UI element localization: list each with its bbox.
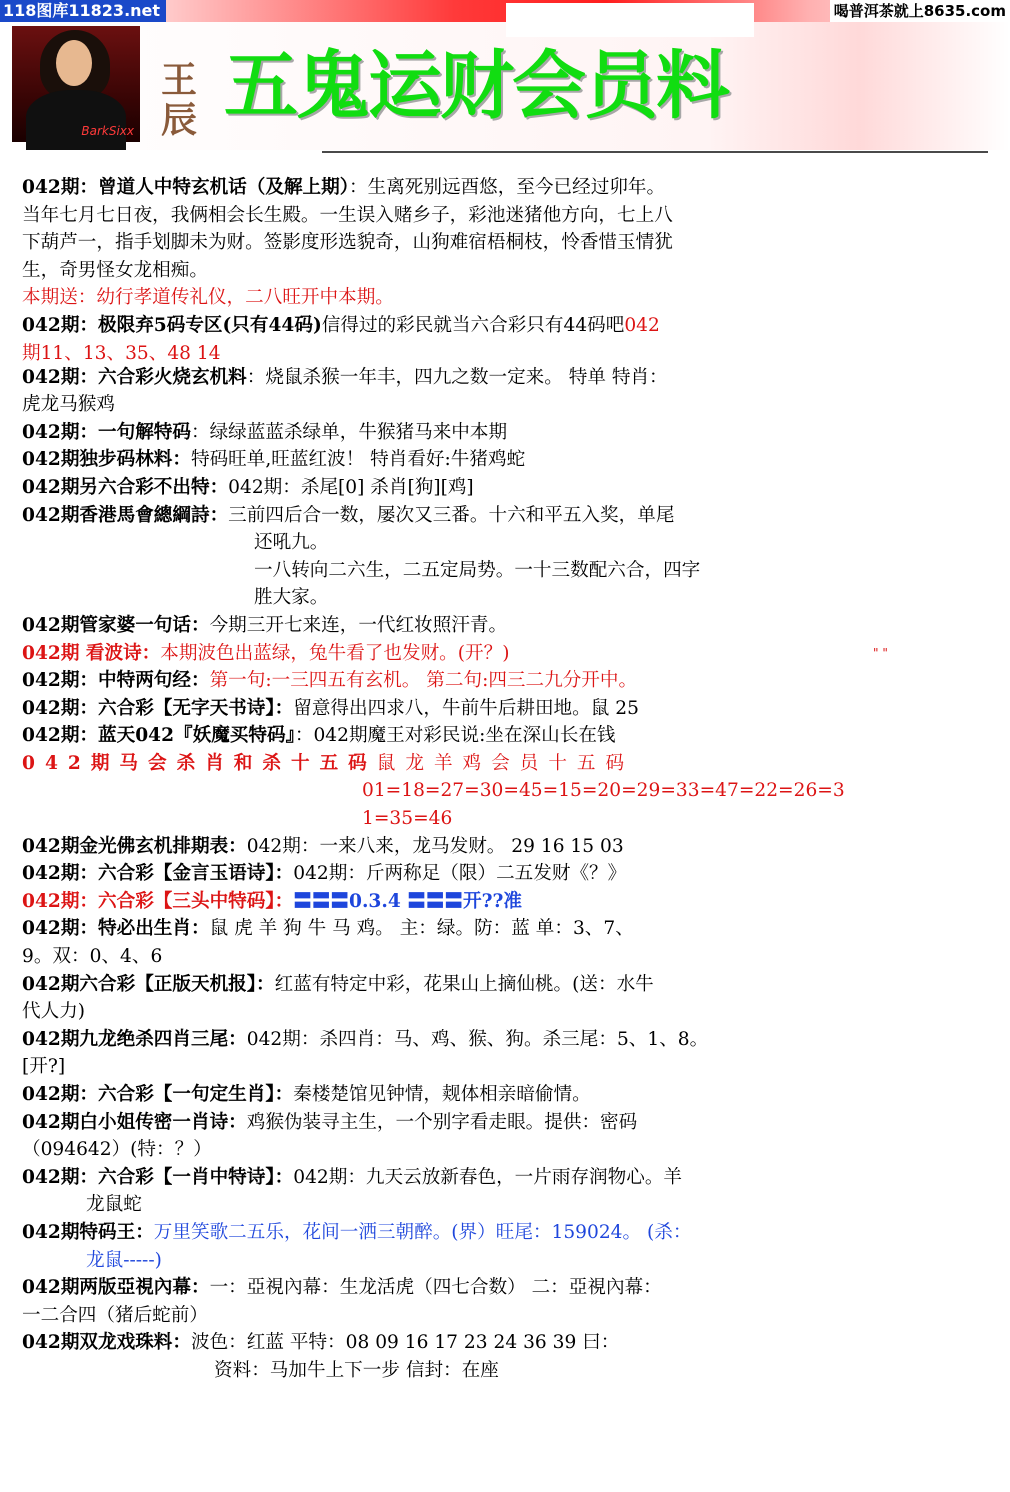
- line-text: 龙鼠-----): [86, 1249, 162, 1271]
- text-line: [22, 667, 762, 695]
- portrait-body: [26, 90, 126, 150]
- site-label-left[interactable]: 118图库11823.net: [0, 0, 166, 22]
- line-text: 信得过的彩民就当六合彩只有44码吧: [321, 314, 625, 336]
- line-heading: 042期六合彩【正版天机报】：: [22, 973, 275, 995]
- line-text: 红蓝有特定中彩，花果山上摘仙桃。(送：水牛: [274, 973, 654, 995]
- text-line: [22, 943, 762, 971]
- text-line: [22, 971, 762, 999]
- line-text: 期11、13、35、48 14: [22, 342, 221, 364]
- page-title: 五鬼运财会员料: [224, 43, 728, 129]
- line-heading: 042期双龙戏珠料：: [22, 1332, 191, 1354]
- text-line: [22, 474, 762, 502]
- line-text: 三前四后合一数，屡次又三番。十六和平五入奖，单尾: [228, 504, 675, 526]
- text-line: [22, 312, 762, 340]
- text-line: [22, 529, 762, 557]
- line-text: 当年七月七日夜，我俩相会长生殿。一生误入赌乡子，彩池迷猪他方向，七上八: [22, 204, 673, 226]
- line-heading: 042期：六合彩【无字天书诗】：: [22, 697, 294, 719]
- line-text: 虎龙马猴鸡: [22, 394, 115, 416]
- line-text: ：绿绿蓝蓝杀绿单，牛猴猪马来中本期: [190, 421, 508, 443]
- line-text: 042期：杀四肖：马、鸡、猴、狗。杀三尾：5、1、8。: [246, 1028, 709, 1050]
- line-text: 留意得出四求八，牛前牛后耕田地。鼠 25: [293, 697, 639, 719]
- line-text: 胜大家。: [254, 587, 329, 609]
- text-line: [22, 202, 762, 230]
- line-text: ：烧鼠杀猴一年丰，四九之数一定来。 特单 特肖：: [246, 366, 668, 388]
- line-heading: 042期：六合彩【金言玉语诗】：: [22, 863, 294, 885]
- line-heading: 042期马会杀肖和杀十五码: [22, 752, 377, 774]
- banner-white-block: [506, 3, 754, 37]
- line-text: 01=18=27=30=45=15=20=29=33=47=22=26=3: [362, 780, 845, 802]
- text-line: [22, 640, 762, 668]
- text-line: [22, 722, 762, 750]
- line-heading: 042期白小姐传密一肖诗：: [22, 1111, 247, 1133]
- line-text: 波色：红蓝 平特：08 09 16 17 23 24 36 39 曰：: [190, 1332, 620, 1354]
- text-line: [22, 1191, 762, 1219]
- line-text: 今期三开七来连，一代红妆照汗青。: [209, 614, 508, 636]
- seal-glyphs: 王辰: [160, 59, 197, 141]
- text-line: [22, 284, 762, 312]
- text-line: [22, 833, 762, 861]
- line-text: 一：亞視內幕：生龙活虎（四七合数） 二：亞視內幕：: [209, 1277, 662, 1299]
- text-line: [22, 1274, 762, 1302]
- line-text: 鸡猴伪装寻主生，一个别字看走眼。提供：密码: [246, 1111, 638, 1133]
- line-heading: 042期香港馬會總綱詩：: [22, 504, 229, 526]
- line-heading: 042期：六合彩【一句定生肖】：: [22, 1084, 294, 1105]
- line-heading: 042期：中特两句经：: [22, 670, 210, 692]
- text-line: [22, 174, 762, 202]
- line-text: 资料：马加牛上下一步 信封：在座: [214, 1359, 499, 1381]
- line-text: 本期波色出蓝绿，兔牛看了也发财。(开？): [160, 642, 510, 664]
- site-label-right[interactable]: 喝普洱茶就上8635.com: [830, 0, 1010, 22]
- text-line: [22, 446, 762, 474]
- line-heading: 042期两版亞視內幕：: [22, 1277, 210, 1299]
- line-text: 042期：一来八来，龙马发财。 29 16 15 03: [246, 835, 624, 857]
- text-line-clipped: [22, 340, 762, 364]
- text-line: [22, 860, 762, 888]
- line-text: 代人力): [22, 1001, 86, 1023]
- text-line: [22, 1109, 762, 1137]
- portrait-signature: BarkSixx: [81, 124, 134, 138]
- text-line: [22, 1219, 762, 1247]
- text-line: [22, 419, 762, 447]
- text-line: [22, 1329, 762, 1357]
- line-heading: 042期：特必出生肖：: [22, 918, 210, 940]
- line-text: 万里笑歌二五乐，花间一洒三朝醉。(界）旺尾：159024。 (杀：: [153, 1221, 692, 1243]
- text-line: [22, 612, 762, 640]
- text-line: [22, 557, 762, 585]
- text-line: [22, 1053, 762, 1081]
- text-line: [22, 915, 762, 943]
- text-line: [22, 1164, 762, 1192]
- line-heading: 042期：六合彩火烧玄机料: [22, 366, 247, 388]
- text-line: [22, 364, 762, 392]
- line-text: 一八转向二六生，二五定局势。一十三数配六合，四字: [254, 559, 701, 581]
- line-text: 042期：斤两称足（限）二五发财《？》: [293, 863, 627, 885]
- line-text: 龙鼠蛇: [86, 1194, 142, 1216]
- text-line: [22, 1247, 762, 1275]
- line-text: 本期送：幼行孝道传礼仪，二八旺开中本期。: [22, 287, 394, 309]
- portrait-image: [12, 26, 140, 142]
- text-line: [22, 888, 762, 916]
- line-heading: 042期：蓝天042『妖魔买特码』: [22, 725, 295, 747]
- line-heading: 042期九龙绝杀四肖三尾：: [22, 1028, 247, 1050]
- content-body: [22, 174, 845, 1385]
- text-line: [22, 750, 762, 778]
- text-line: [22, 502, 762, 530]
- line-text: 9。双：0、4、6: [22, 946, 163, 968]
- line-heading: 042期 看波诗：: [22, 642, 161, 664]
- text-line: [22, 1357, 762, 1385]
- line-heading: 042期独步码林料：: [22, 449, 191, 471]
- line-text: （094642）(特：？）: [22, 1139, 212, 1161]
- portrait-face: [56, 40, 92, 86]
- line-heading: 042期另六合彩不出特：: [22, 476, 229, 498]
- text-line: [22, 695, 762, 723]
- text-line: [22, 1136, 762, 1164]
- line-text: 1=35=46: [362, 808, 453, 830]
- line-text: ：生离死别远酉悠，至今已经过卯年。: [349, 177, 666, 198]
- text-line: [22, 998, 762, 1026]
- line-heading: 042期管家婆一句话：: [22, 614, 210, 636]
- line-heading: 042期：极限弃5码专区(只有44码): [22, 314, 322, 336]
- line-text: 042期：杀尾[0] 杀肖[狗][鸡]: [228, 476, 474, 498]
- line-text: ：042期魔王对彩民说:坐在深山长在钱: [294, 725, 616, 747]
- line-text: 一二合四（猪后蛇前）: [22, 1304, 208, 1326]
- text-line: [22, 1081, 762, 1109]
- line-heading: 042期：曾道人中特玄机话（及解上期）: [22, 177, 350, 198]
- line-text: 042期：九天云放新春色，一片雨存润物心。羊: [293, 1166, 683, 1188]
- text-line: [22, 1302, 762, 1330]
- line-text: 〓〓〓0.3.4 〓〓〓开??准: [293, 890, 523, 912]
- line-heading: 042期：六合彩【三头中特码】：: [22, 890, 294, 912]
- text-line: [22, 229, 762, 257]
- line-heading: 042期：一句解特码: [22, 421, 191, 443]
- text-line: [22, 1026, 762, 1054]
- line-text: 下葫芦一，指手划脚未为财。签影度形选貌奇，山狗难宿梧桐枝，怜香惜玉情犹: [22, 232, 673, 254]
- text-line: [22, 584, 762, 612]
- line-text: 鼠龙羊鸡会员十五码: [376, 752, 635, 774]
- line-text: [开?]: [22, 1056, 66, 1078]
- side-marks: " ": [873, 646, 888, 660]
- text-line: [22, 391, 762, 419]
- line-text: 鼠 虎 羊 狗 牛 马 鸡。 主：绿。防：蓝 单：3、7、: [209, 918, 634, 940]
- line-heading: 042期：六合彩【一肖中特诗】：: [22, 1166, 294, 1188]
- line-heading: 042期特码王：: [22, 1221, 154, 1243]
- line-text: 特码旺单,旺蓝红波！ 特肖看好:牛猪鸡蛇: [190, 449, 526, 471]
- text-line: [22, 777, 845, 805]
- line-text: 第一句:一三四五有玄机。 第二句:四三二九分开中。: [209, 670, 638, 692]
- line-text: 还吼九。: [254, 532, 329, 554]
- line-heading: 042期金光佛玄机排期表：: [22, 835, 247, 857]
- line-text: 生，奇男怪女龙相痴。: [22, 259, 208, 281]
- text-line: [22, 805, 762, 833]
- header-divider: [322, 151, 988, 153]
- text-line: [22, 257, 762, 285]
- line-text-red: 042: [624, 314, 660, 336]
- line-text: 秦楼楚馆见钟情，觌体相亲暗偷情。: [293, 1084, 591, 1105]
